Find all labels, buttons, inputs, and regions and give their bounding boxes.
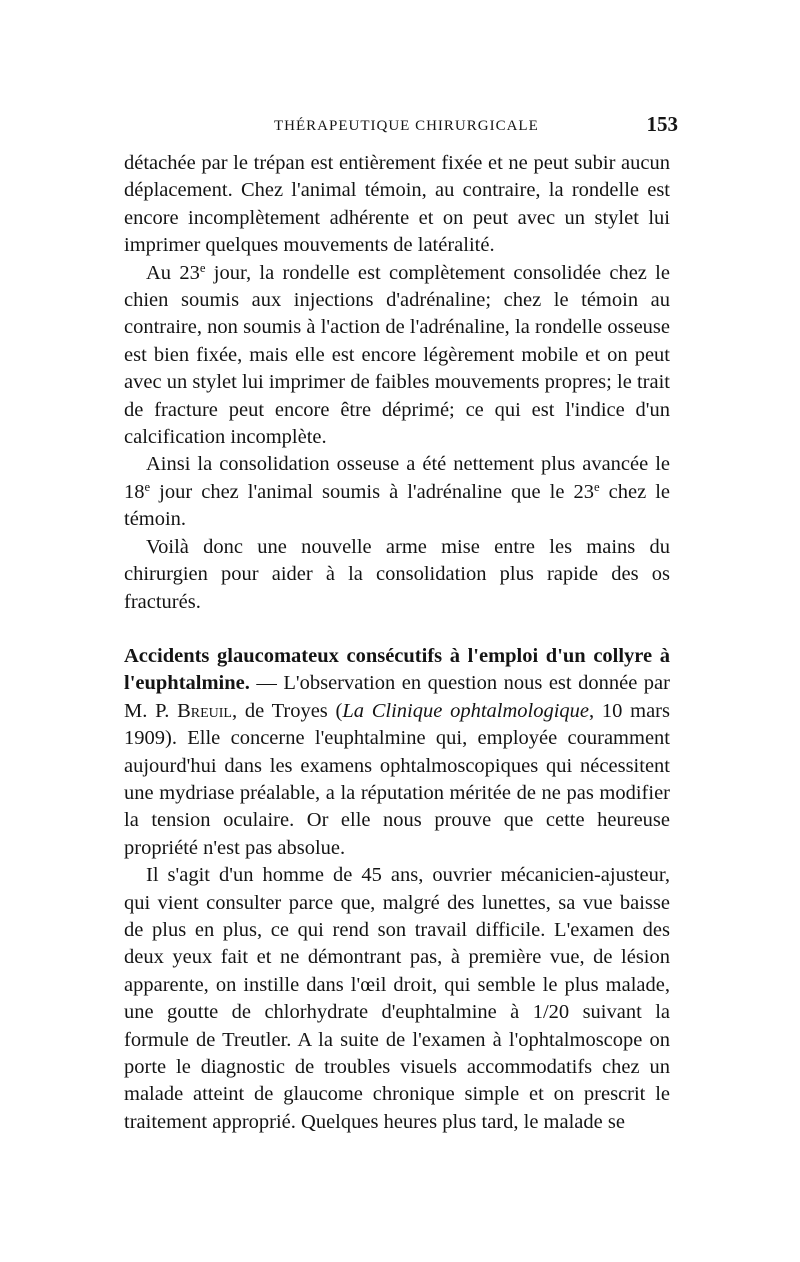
ordinal-superscript: e <box>144 479 151 494</box>
paragraph-3-lead: Ainsi la consolidation osseuse a été nettement plus avancée le 18 <box>124 453 670 503</box>
page-number: 153 <box>646 112 678 136</box>
page-header <box>124 112 680 142</box>
ordinal-superscript: e <box>593 479 600 494</box>
section-rest: , 10 mars 1909). Elle concerne l'euphtalmine qui, employée couramment aujourd'hui dans les examens ophtalmoscopiques qui nécessitent une mydriase préalable, a la réputation méritée de ne pas modifier la tension oculaire. Or elle nous prouve que cette heureuse propriété n'est pas absolue. <box>124 699 670 859</box>
author-name: Breuil <box>177 699 232 722</box>
paragraph-2-lead: Au 23 <box>146 261 200 284</box>
paragraph-1 <box>124 150 670 260</box>
paragraph-4 <box>124 534 670 616</box>
paragraph-final <box>124 862 670 1136</box>
paragraph-2 <box>124 260 670 452</box>
paragraph-final-text: Il s'agit d'un homme de 45 ans, ouvrier mécanicien-ajusteur, qui vient consulter parce que, malgré des lunettes, sa vue baisse de plus en plus, ce qui rend son travail difficile. L'examen des deux yeux fait et ne démontrant pas, à première vue, de lésion apparente, on instille dans l'œil droit, qui semble le plus malade, une goutte de chlorhydrate d'euphtalmine à 1/20 suivant la formule de Treutler. A la suite de l'examen à l'ophtalmoscope on porte le diagnostic de troubles visuels accommodatifs chez un malade atteint de glaucome chronique simple et on prescrit le traitement approprié. Quelques heures plus tard, le malade se <box>124 864 670 1133</box>
section-intro: — L'observation en question nous est donnée par M. P. <box>124 672 670 722</box>
running-title: THÉRAPEUTIQUE CHIRURGICALE <box>274 118 539 134</box>
paragraph-3-mid: jour chez l'animal soumis à l'adrénaline que le 23 <box>150 480 594 503</box>
section-paragraph <box>124 643 670 862</box>
paragraph-3-text: chez le témoin. <box>124 480 671 531</box>
paragraph-4-text: Voilà donc une nouvelle arme mise entre les mains du chirurgien pour aider à la consolidation plus rapide des os fracturés. <box>124 535 670 613</box>
section-title: Accidents glaucomateux consécutifs à l'emploi d'un collyre à l'euphtalmine. <box>124 644 670 695</box>
paragraph-3 <box>124 451 670 533</box>
paragraph-1-text: détachée par le trépan est entièrement fixée et ne peut subir aucun déplacement. Chez l'animal témoin, au contraire, la rondelle est encore incomplètement adhérente et on peut avec un stylet lui imprimer quelques mouvements de latéralité. <box>124 152 670 257</box>
journal-title: La Clinique ophtalmologique <box>342 699 590 722</box>
section-after-author: , de Troyes ( <box>231 699 343 722</box>
ordinal-superscript: e <box>199 260 206 275</box>
paragraph-2-text: jour, la rondelle est complètement consolidée chez le chien soumis aux injections d'adrénaline; chez le témoin au contraire, non soumis à l'action de l'adrénaline, la rondelle osseuse est bien fixée, mais elle est encore légèrement mobile et on peut avec un stylet lui imprimer de faibles mouvements propres; le trait de fracture peut encore être déprimé; ce qui est l'indice d'un calcification incomplète. <box>124 261 670 449</box>
body-text <box>124 150 670 1136</box>
